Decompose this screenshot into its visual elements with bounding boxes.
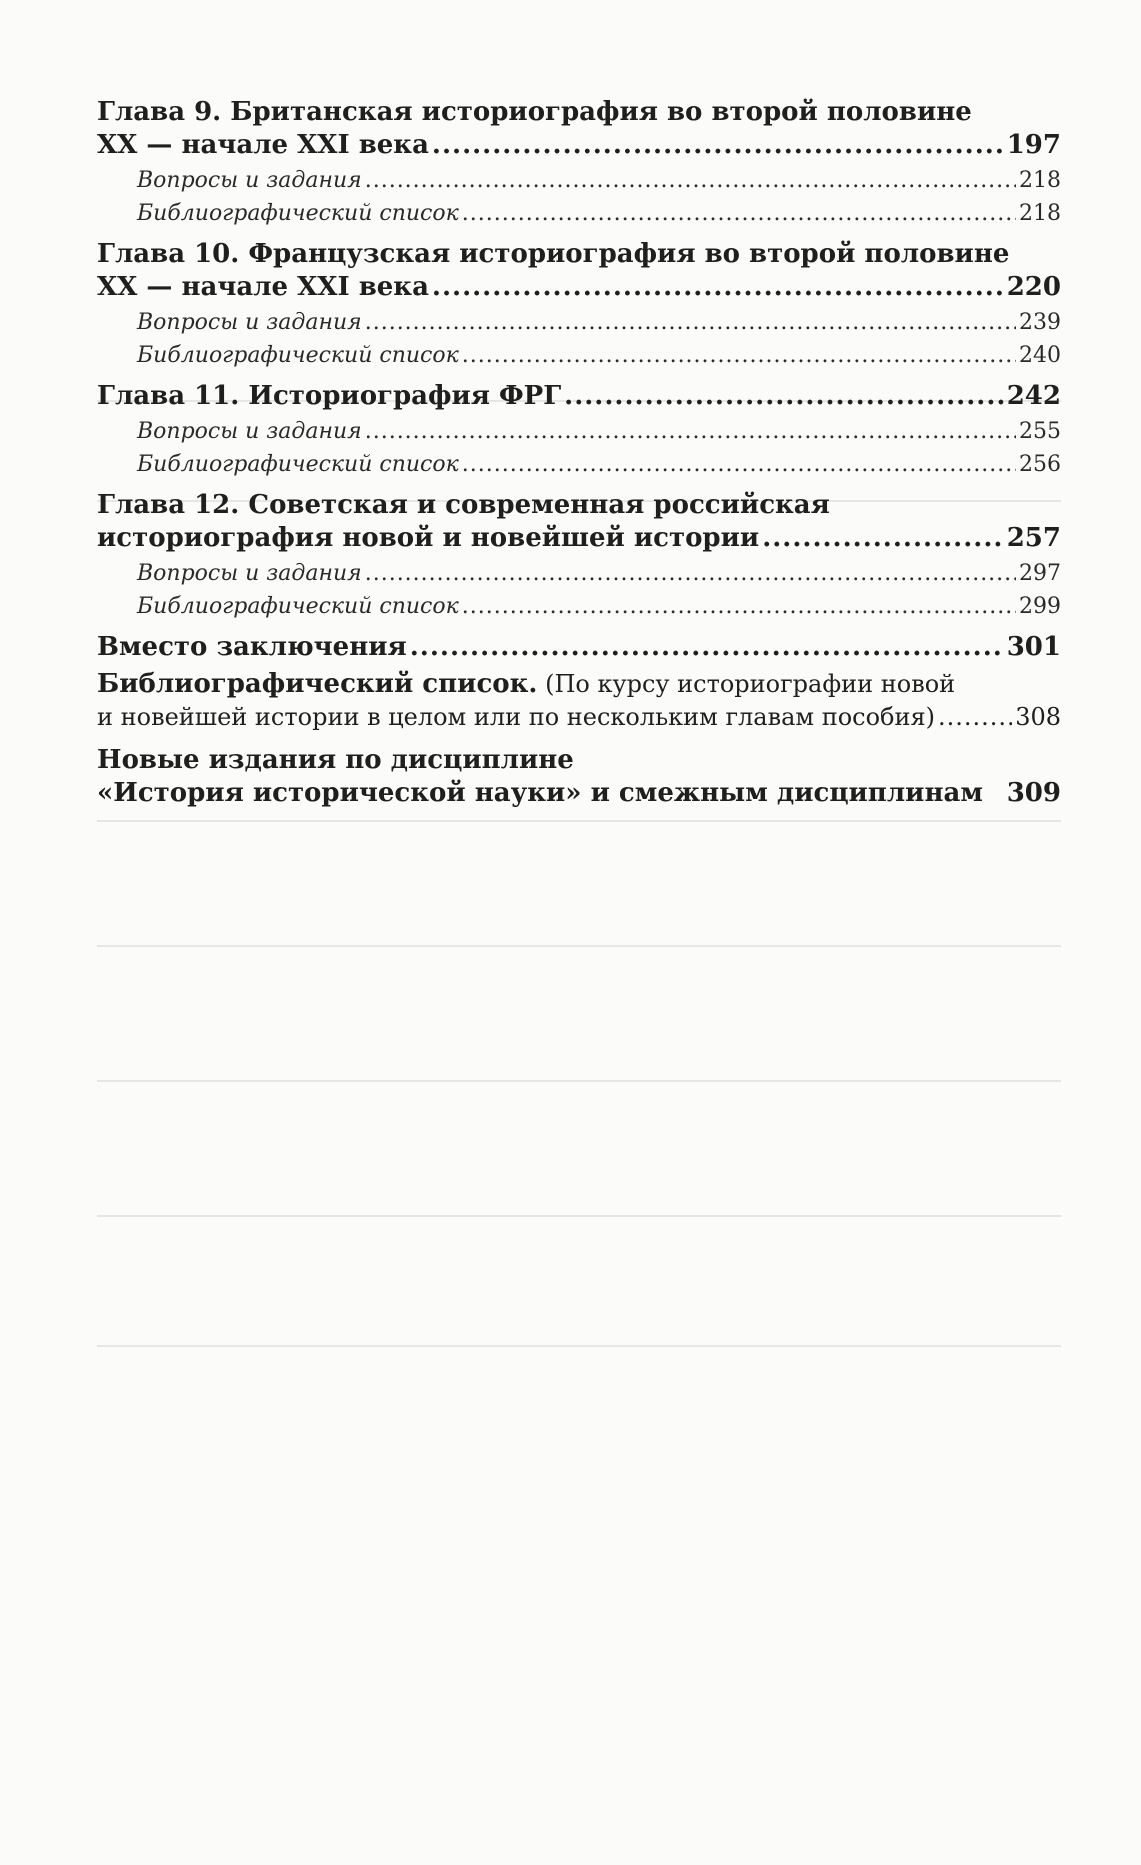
subentry-label: Библиографический список xyxy=(137,343,459,368)
bibliography-note-cont: и новейшей истории в целом или по нескольким главам пособия) xyxy=(97,703,936,731)
toc-chapter-11 xyxy=(97,380,1061,481)
leader-dots xyxy=(365,306,1016,339)
toc-entry xyxy=(97,777,1061,812)
bibliography-note: (По курсу историографии новой xyxy=(537,670,956,698)
leader-dots xyxy=(410,631,1004,664)
subentry-label: Библиографический список xyxy=(137,452,459,477)
conclusion-title: Вместо заключения xyxy=(97,632,407,662)
toc-subentry xyxy=(97,339,1061,372)
toc-entry xyxy=(97,380,1061,415)
subentry-label: Вопросы и задания xyxy=(137,168,362,193)
page-number: 220 xyxy=(1006,272,1061,302)
table-of-contents xyxy=(97,96,1061,820)
chapter-title-cont: XX — начале XXI века xyxy=(97,130,429,160)
leader-dots xyxy=(564,380,1004,413)
page-number: 239 xyxy=(1019,310,1061,335)
chapter-title-cont: XX — начале XXI века xyxy=(97,272,429,302)
subentry-label: Вопросы и задания xyxy=(137,419,362,444)
chapter-title: Глава 11. Историография ФРГ xyxy=(97,381,562,411)
page-number: 301 xyxy=(1006,632,1061,662)
page-number: 308 xyxy=(1015,703,1061,731)
leader-dots xyxy=(432,271,1004,304)
toc-subentry xyxy=(97,415,1061,448)
toc-subentry xyxy=(97,448,1061,481)
subentry-label: Вопросы и задания xyxy=(137,561,362,586)
toc-new-editions xyxy=(97,744,1061,812)
toc-subentry xyxy=(97,197,1061,230)
toc-entry xyxy=(97,271,1061,306)
page-number: 309 xyxy=(1006,778,1061,808)
chapter-title: Глава 12. Советская и современная российская xyxy=(97,490,830,520)
new-editions-title: Новые издания по дисциплине xyxy=(97,745,574,775)
leader-dots xyxy=(762,522,1004,555)
toc-chapter-9 xyxy=(97,96,1061,230)
chapter-title-cont: историография новой и новейшей истории xyxy=(97,523,760,553)
toc-subentry xyxy=(97,306,1061,339)
page-number: 256 xyxy=(1019,452,1061,477)
toc-entry xyxy=(97,522,1061,557)
toc-entry xyxy=(97,631,1061,666)
toc-chapter-10 xyxy=(97,238,1061,372)
leader-dots xyxy=(462,339,1016,372)
leader-dots xyxy=(365,557,1016,590)
page-number: 218 xyxy=(1019,168,1061,193)
page-number: 257 xyxy=(1006,523,1061,553)
leader-dots xyxy=(462,448,1016,481)
bibliography-title: Библиографический список. xyxy=(97,669,538,699)
subentry-label: Библиографический список xyxy=(137,201,459,226)
toc-subentry xyxy=(97,590,1061,623)
leader-dots xyxy=(365,164,1016,197)
toc-entry xyxy=(97,701,1061,736)
leader-dots xyxy=(432,129,1004,162)
page-number: 297 xyxy=(1019,561,1061,586)
bibliography-heading xyxy=(97,668,1061,701)
page-number: 197 xyxy=(1006,130,1061,160)
page-number: 299 xyxy=(1019,594,1061,619)
chapter-title: Глава 9. Британская историография во второй половине xyxy=(97,97,972,127)
toc-subentry xyxy=(97,557,1061,590)
toc-subentry xyxy=(97,164,1061,197)
subentry-label: Библиографический список xyxy=(137,594,459,619)
page-number: 240 xyxy=(1019,343,1061,368)
toc-bibliography xyxy=(97,668,1061,736)
toc-chapter-12 xyxy=(97,489,1061,623)
new-editions-title-cont: «История исторической науки» и смежным дисциплинам xyxy=(97,778,983,808)
toc-entry xyxy=(97,129,1061,164)
leader-dots xyxy=(462,197,1016,230)
subentry-label: Вопросы и задания xyxy=(137,310,362,335)
page-number: 255 xyxy=(1019,419,1061,444)
leader-dots xyxy=(938,701,1012,734)
leader-dots xyxy=(365,415,1016,448)
chapter-title: Глава 10. Французская историография во второй половине xyxy=(97,239,1010,269)
page-number: 218 xyxy=(1019,201,1061,226)
leader-dots xyxy=(462,590,1016,623)
toc-conclusion xyxy=(97,631,1061,666)
page-number: 242 xyxy=(1006,381,1061,411)
